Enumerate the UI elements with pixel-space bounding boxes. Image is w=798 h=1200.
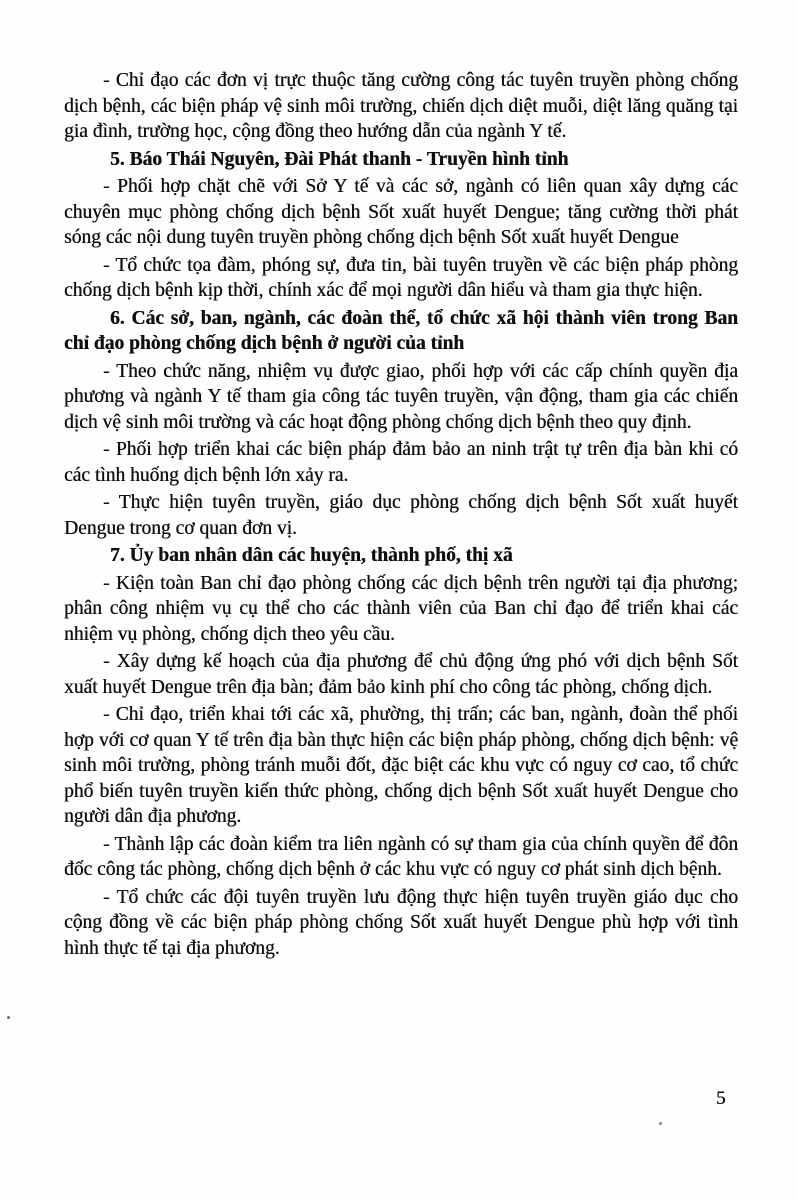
paragraph: - Tổ chức tọa đàm, phóng sự, đưa tin, bài tuyên truyền về các biện pháp phòng chống dịch bệnh kịp thời, chính xác để mọi người dân hiểu và tham gia thực hiện. — [64, 254, 738, 301]
paragraph: - Chỉ đạo các đơn vị trực thuộc tăng cường công tác tuyên truyền phòng chống dịch bệnh, các biện pháp vệ sinh môi trường, chiến dịch diệt muỗi, diệt lăng quăng tại gia đình, trường học, cộng đồng theo hướng dẫn của ngành Y tế. — [64, 70, 738, 142]
page-number: 5 — [716, 1088, 726, 1109]
paragraph: - Phối hợp chặt chẽ với Sở Y tế và các sở, ngành có liên quan xây dựng các chuyên mục phòng chống dịch bệnh Sốt xuất huyết Dengue; tăng cường thời phát sóng các nội dung tuyên truyền phòng chống dịch bệnh Sốt xuất huyết Dengue — [64, 176, 738, 248]
paragraph: - Phối hợp triển khai các biện pháp đảm bảo an ninh trật tự trên địa bàn khi có các tình huống dịch bệnh lớn xảy ra. — [64, 439, 738, 486]
paragraph: - Thực hiện tuyên truyền, giáo dục phòng chống dịch bệnh Sốt xuất huyết Dengue trong cơ quan đơn vị. — [64, 492, 738, 539]
section-heading: 5. Báo Thái Nguyên, Đài Phát thanh - Truyền hình tỉnh — [110, 148, 569, 170]
paragraph: - Chỉ đạo, triển khai tới các xã, phường, thị trấn; các ban, ngành, đoàn thể phối hợp với cơ quan Y tế trên địa bàn thực hiện các biện pháp phòng, chống dịch bệnh: vệ sinh môi trường, phòng tránh muỗi đốt, đặc biệt các khu vực có nguy cơ cao, tổ chức phổ biến tuyên truyền kiến thức phòng, chống dịch bệnh Sốt xuất huyết Dengue cho người dân địa phương. — [64, 704, 738, 827]
paragraph: - Tổ chức các đội tuyên truyền lưu động thực hiện tuyên truyền giáo dục cho cộng đồng về các biện pháp phòng chống Sốt xuất huyết Dengue phù hợp với tình hình thực tế tại địa phương. — [64, 886, 738, 959]
paragraph: - Xây dựng kế hoạch của địa phương để chủ động ứng phó với dịch bệnh Sốt xuất huyết Dengue trên địa bàn; đảm bảo kinh phí cho công tác phòng, chống dịch. — [64, 651, 738, 698]
section-heading: 7. Ủy ban nhân dân các huyện, thành phố, thị xã — [110, 545, 513, 566]
paragraph: - Theo chức năng, nhiệm vụ được giao, phối hợp với các cấp chính quyền địa phương và ngành Y tế tham gia công tác tuyên truyền, vận động, tham gia các chiến dịch vệ sinh môi trường và các hoạt động phòng chống dịch bệnh theo quy định. — [64, 360, 738, 433]
scan-speck — [7, 1016, 10, 1019]
paragraph: - Thành lập các đoàn kiểm tra liên ngành có sự tham gia của chính quyền để đôn đốc công tác phòng, chống dịch bệnh ở các khu vực có nguy cơ phát sinh dịch bệnh. — [64, 833, 738, 880]
document-body — [64, 68, 738, 963]
scan-speck — [659, 1122, 662, 1125]
paragraph: - Kiện toàn Ban chỉ đạo phòng chống các dịch bệnh trên người tại địa phương; phân công nhiệm vụ cụ thể cho các thành viên của Ban chỉ đạo để triển khai các nhiệm vụ phòng, chống dịch theo yêu cầu. — [64, 572, 738, 645]
section-heading: 6. Các sở, ban, ngành, các đoàn thể, tổ chức xã hội thành viên trong Ban chỉ đạo phòng chống dịch bệnh ở người của tỉnh — [64, 307, 738, 354]
